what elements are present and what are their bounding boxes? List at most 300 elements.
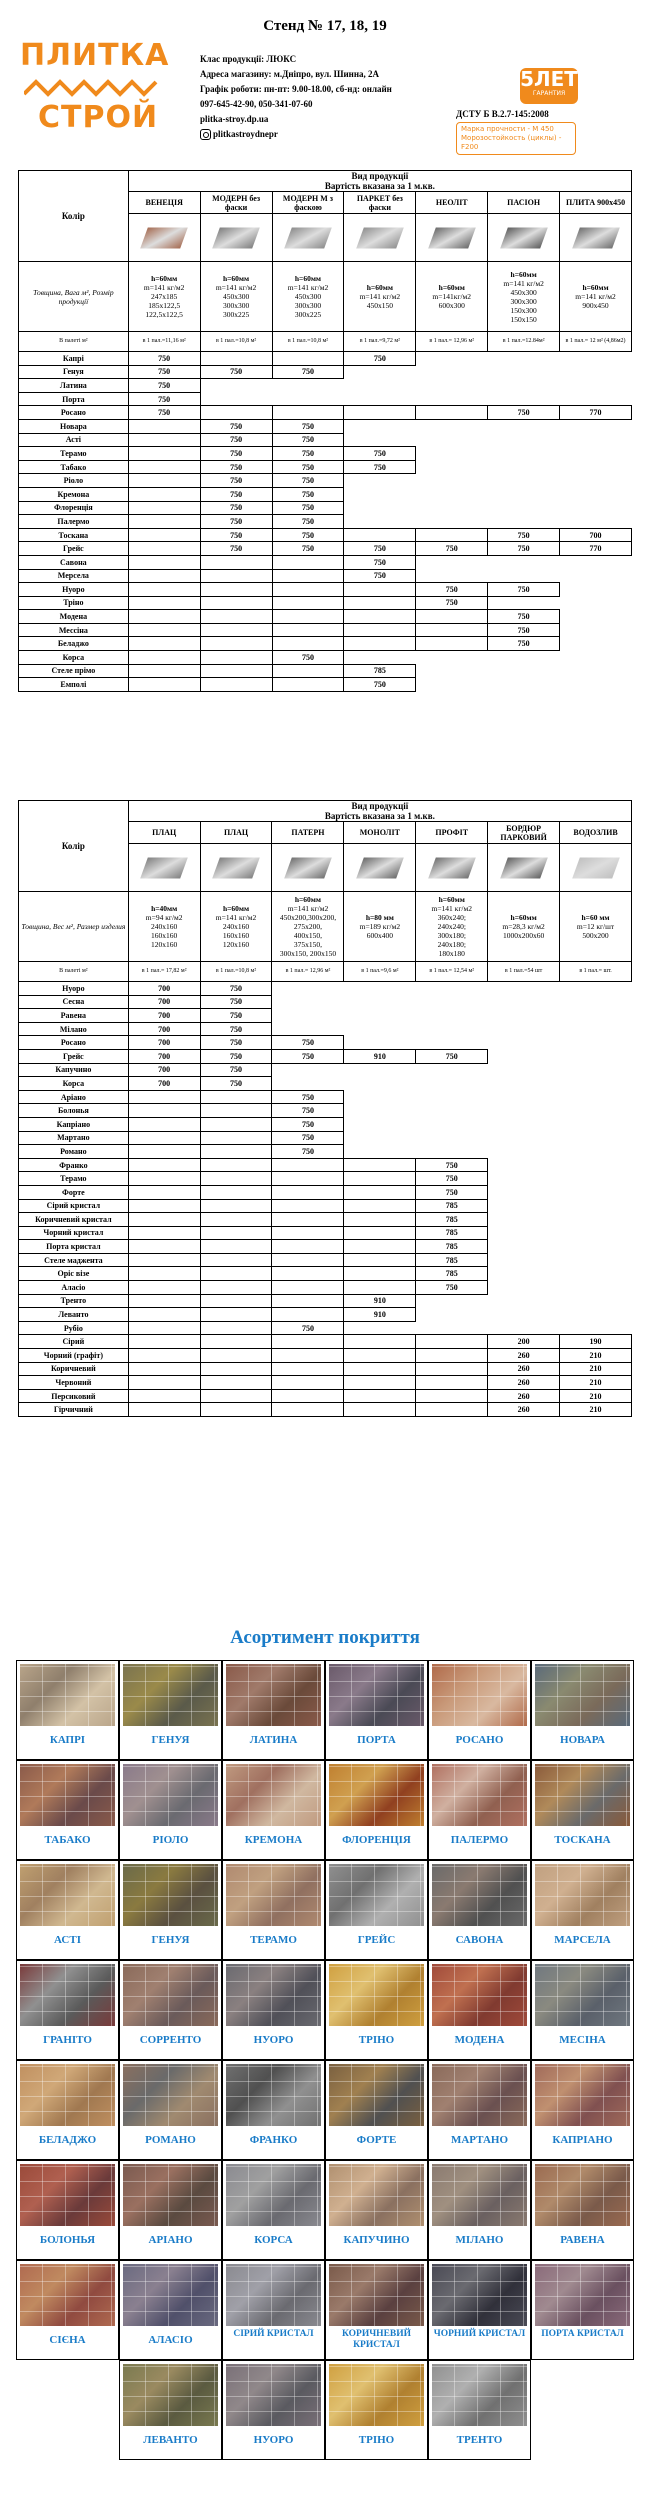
swatch-image[interactable]	[329, 2164, 424, 2226]
specs-label: Товщина, Вага м², Розмір продукції	[19, 262, 129, 332]
price-cell	[200, 1185, 272, 1199]
swatch-card[interactable]	[428, 2260, 531, 2360]
empty-cell	[488, 1104, 560, 1118]
empty-cell	[416, 1294, 488, 1308]
price-table-2	[18, 800, 632, 1417]
empty-cell	[560, 1049, 632, 1063]
empty-cell	[560, 596, 632, 610]
empty-cell	[488, 392, 560, 406]
pack-cell: в 1 пал.=10,8 м²	[272, 332, 344, 352]
specs-cell	[128, 892, 200, 962]
swatch-card[interactable]	[222, 1660, 325, 1760]
spec-line: m=141 кг/м2	[503, 278, 544, 288]
empty-cell	[416, 460, 488, 474]
table-row	[19, 1131, 632, 1145]
guarantee-badge	[520, 68, 578, 104]
empty-cell	[488, 596, 560, 610]
swatch-card[interactable]	[119, 1960, 222, 2060]
price-cell	[128, 1335, 200, 1349]
price-cell	[128, 569, 200, 583]
swatch-card[interactable]	[428, 1760, 531, 1860]
swatch-card[interactable]	[428, 2360, 531, 2460]
swatch-image[interactable]	[226, 1764, 321, 1826]
color-name: Болонья	[19, 1104, 129, 1118]
swatch-card[interactable]	[325, 2360, 428, 2460]
pack-cell: в 1 пал.= шт.	[560, 962, 632, 982]
swatch-card[interactable]	[531, 2160, 634, 2260]
color-name: Савона	[19, 555, 129, 569]
color-name: Корса	[19, 651, 129, 665]
color-name: Коричневий кристал	[19, 1213, 129, 1227]
swatch-image[interactable]	[226, 2164, 321, 2226]
swatch-card[interactable]	[428, 1660, 531, 1760]
swatch-card[interactable]	[16, 1960, 119, 2060]
table-row	[19, 406, 632, 420]
swatch-image[interactable]	[20, 2164, 115, 2226]
swatch-label: МОДЕНА	[454, 2034, 505, 2046]
empty-cell	[344, 1131, 416, 1145]
price-cell: 190	[560, 1335, 632, 1349]
price-cell	[128, 651, 200, 665]
swatch-image[interactable]	[123, 1864, 218, 1926]
swatch-card[interactable]	[16, 1660, 119, 1760]
swatch-card[interactable]	[325, 2260, 428, 2360]
swatch-card[interactable]	[16, 1760, 119, 1860]
price-cell: 700	[128, 995, 200, 1009]
spec-line: 122,5х122,5	[145, 310, 183, 319]
spec-line: 150х150	[510, 314, 537, 324]
swatch-card[interactable]	[325, 2160, 428, 2260]
empty-cell	[344, 474, 416, 488]
swatch-image[interactable]	[226, 1864, 321, 1926]
swatch-card[interactable]	[16, 2160, 119, 2260]
swatch-image[interactable]	[329, 1964, 424, 2026]
swatch-image[interactable]	[123, 2064, 218, 2126]
column-name: ВЕНЕЦІЯ	[128, 192, 200, 214]
specs-cell	[560, 262, 632, 332]
empty-cell	[560, 1321, 632, 1335]
swatch-image[interactable]	[432, 2364, 527, 2426]
price-cell	[272, 623, 344, 637]
spec-line: 300х225	[294, 310, 322, 319]
empty-cell	[344, 1090, 416, 1104]
empty-cell	[488, 1185, 560, 1199]
empty-cell	[416, 678, 488, 692]
product-image-cell	[344, 844, 416, 892]
empty-cell	[560, 555, 632, 569]
color-name: Мілано	[19, 1022, 129, 1036]
price-cell: 750	[272, 515, 344, 529]
swatch-label: ТОСКАНА	[554, 1834, 611, 1846]
swatch-image[interactable]	[329, 1764, 424, 1826]
swatch-image[interactable]	[329, 2064, 424, 2126]
swatch-image[interactable]	[123, 2364, 218, 2426]
price-cell	[128, 542, 200, 556]
swatch-card[interactable]	[222, 2360, 325, 2460]
price-cell: 910	[344, 1049, 416, 1063]
swatch-card[interactable]	[428, 1960, 531, 2060]
swatch-card[interactable]	[325, 1660, 428, 1760]
spec-line: 300х300	[510, 296, 537, 306]
price-cell	[200, 583, 272, 597]
product-image-cell	[272, 844, 344, 892]
price-cell	[200, 1172, 272, 1186]
price-note: Вартість вказана за 1 м.кв.	[324, 181, 435, 191]
swatch-label: АСТІ	[54, 1934, 81, 1946]
swatch-image[interactable]	[329, 1864, 424, 1926]
empty-cell	[416, 1063, 488, 1077]
color-name: Сірий кристал	[19, 1199, 129, 1213]
price-cell	[128, 1158, 200, 1172]
table-row	[19, 678, 632, 692]
empty-cell	[488, 460, 560, 474]
header-row	[19, 171, 632, 192]
price-cell	[128, 1253, 200, 1267]
swatch-label: АРІАНО	[148, 2234, 193, 2246]
swatch-image[interactable]	[535, 2064, 630, 2126]
empty-cell	[560, 664, 632, 678]
column-name: ПАРКЕТ без фаски	[344, 192, 416, 214]
price-cell	[128, 1349, 200, 1363]
table-row	[19, 447, 632, 461]
swatch-image[interactable]	[535, 2164, 630, 2226]
empty-cell	[560, 1131, 632, 1145]
table-row	[19, 1308, 632, 1322]
price-cell: 910	[344, 1294, 416, 1308]
price-cell: 210	[560, 1403, 632, 1417]
info-line[interactable]: plitka-stroy.dp.ua	[200, 114, 269, 124]
swatch-card[interactable]	[16, 2260, 119, 2360]
price-cell	[128, 1199, 200, 1213]
swatch-image[interactable]	[432, 1664, 527, 1726]
swatch-label: НУОРО	[253, 2434, 294, 2446]
empty-cell	[344, 419, 416, 433]
swatch-image[interactable]	[226, 2364, 321, 2426]
color-name: Капучино	[19, 1063, 129, 1077]
color-name: Асті	[19, 433, 129, 447]
swatch-card[interactable]	[119, 2260, 222, 2360]
swatch-card[interactable]	[222, 1860, 325, 1960]
table-row	[19, 1090, 632, 1104]
pack-cell: в 1 пал.= 12 м² (4,86м2)	[560, 332, 632, 352]
spec-line: 275х200,	[293, 922, 323, 931]
empty-cell	[560, 447, 632, 461]
price-cell	[200, 637, 272, 651]
empty-cell	[560, 1213, 632, 1227]
price-cell	[200, 406, 272, 420]
price-cell	[344, 596, 416, 610]
swatch-image[interactable]	[226, 2264, 321, 2326]
swatch-label: КОРИЧНЕВИЙ КРИСТАЛ	[341, 2329, 412, 2350]
swatch-card[interactable]	[16, 2060, 119, 2160]
swatch-image[interactable]	[20, 1864, 115, 1926]
swatch-label: КОРСА	[254, 2234, 293, 2246]
spec-line: h=80 мм	[365, 913, 394, 922]
swatch-card[interactable]	[16, 1860, 119, 1960]
empty-cell	[416, 982, 488, 996]
swatch-card[interactable]	[428, 1860, 531, 1960]
empty-cell	[272, 1009, 344, 1023]
swatch-card[interactable]	[119, 1760, 222, 1860]
price-cell: 750	[488, 610, 560, 624]
swatch-image[interactable]	[123, 2164, 218, 2226]
swatch-image[interactable]	[226, 1664, 321, 1726]
empty-cell	[488, 487, 560, 501]
price-cell	[416, 406, 488, 420]
header-row	[19, 801, 632, 822]
swatch-label: РАВЕНА	[560, 2234, 605, 2246]
swatch-card[interactable]	[531, 1960, 634, 2060]
price-cell: 750	[272, 487, 344, 501]
color-name: Чорний (графіт)	[19, 1349, 129, 1363]
price-cell: 750	[416, 596, 488, 610]
swatch-image[interactable]	[123, 1764, 218, 1826]
price-cell: 785	[416, 1253, 488, 1267]
product-tile-image	[284, 228, 332, 249]
instagram-handle[interactable]: plitkastroydnepr	[213, 129, 278, 139]
price-cell	[200, 352, 272, 366]
empty-cell	[488, 1131, 560, 1145]
price-cell	[200, 1158, 272, 1172]
product-tile-image	[428, 858, 476, 879]
kolir-header: Колір	[19, 801, 129, 892]
price-cell	[272, 1199, 344, 1213]
swatch-image[interactable]	[535, 1764, 630, 1826]
spec-line: m=12 кг/шт	[576, 922, 615, 931]
swatch-card[interactable]	[428, 2160, 531, 2260]
table-row	[19, 637, 632, 651]
price-cell	[272, 1267, 344, 1281]
price-cell	[128, 1389, 200, 1403]
swatch-image[interactable]	[123, 2264, 218, 2326]
swatch-card[interactable]	[222, 2160, 325, 2260]
swatch-image[interactable]	[329, 2264, 424, 2326]
product-type-header	[128, 801, 631, 822]
vid-label: Вид продукції	[351, 171, 409, 181]
empty-cell	[560, 365, 632, 379]
empty-cell	[416, 1308, 488, 1322]
swatch-label: РОМАНО	[145, 2134, 196, 2146]
swatch-card[interactable]	[531, 2060, 634, 2160]
table-row	[19, 1009, 632, 1023]
color-name: Корса	[19, 1077, 129, 1091]
price-cell: 750	[416, 1185, 488, 1199]
table-row	[19, 610, 632, 624]
swatch-image[interactable]	[535, 1964, 630, 2026]
swatch-label: ТРІНО	[358, 2434, 395, 2446]
column-name: ПАТЕРН	[272, 822, 344, 844]
vid-label: Вид продукції	[351, 801, 409, 811]
price-cell	[200, 1240, 272, 1254]
color-name: Чорний кристал	[19, 1226, 129, 1240]
empty-cell	[416, 365, 488, 379]
swatch-label: НУОРО	[253, 2034, 294, 2046]
price-cell: 750	[272, 501, 344, 515]
swatch-card[interactable]	[531, 1660, 634, 1760]
price-cell: 785	[416, 1213, 488, 1227]
swatch-image[interactable]	[535, 1664, 630, 1726]
empty-cell	[344, 1009, 416, 1023]
product-image-cell	[344, 214, 416, 262]
swatch-image[interactable]	[432, 2164, 527, 2226]
swatch-image[interactable]	[226, 1964, 321, 2026]
price-cell	[272, 1213, 344, 1227]
swatch-card[interactable]	[119, 2360, 222, 2460]
empty-cell	[560, 379, 632, 393]
price-cell: 750	[128, 392, 200, 406]
table-row	[19, 623, 632, 637]
price-cell: 700	[560, 528, 632, 542]
spec-line: m=141 кг/м2	[143, 283, 185, 292]
empty-cell	[488, 1308, 560, 1322]
product-tile-image	[572, 858, 620, 879]
swatch-image[interactable]	[20, 1764, 115, 1826]
empty-cell	[416, 1036, 488, 1050]
swatch-image[interactable]	[432, 2064, 527, 2126]
price-cell	[200, 1281, 272, 1295]
empty-cell	[344, 501, 416, 515]
empty-cell	[560, 623, 632, 637]
color-name: Аласіо	[19, 1281, 129, 1295]
swatch-image[interactable]	[123, 1964, 218, 2026]
swatch-card[interactable]	[119, 2160, 222, 2260]
swatch-image[interactable]	[432, 2264, 527, 2326]
swatch-card[interactable]	[325, 1860, 428, 1960]
color-name: Рубіо	[19, 1321, 129, 1335]
swatch-label: ПОРТА	[357, 1734, 396, 1746]
page-header	[0, 0, 650, 165]
empty-cell	[488, 982, 560, 996]
product-tile-image	[356, 858, 404, 879]
price-cell	[200, 1294, 272, 1308]
swatch-image[interactable]	[226, 2064, 321, 2126]
price-cell	[344, 528, 416, 542]
color-name: Мессіна	[19, 623, 129, 637]
swatch-image[interactable]	[329, 1664, 424, 1726]
quality-line: Морозостойкость (циклы) - F200	[461, 134, 562, 151]
quality-box	[456, 122, 576, 155]
swatch-card[interactable]	[119, 1860, 222, 1960]
product-tile-image	[428, 228, 476, 249]
swatch-card[interactable]	[325, 1760, 428, 1860]
price-cell: 750	[344, 555, 416, 569]
swatch-image[interactable]	[535, 2264, 630, 2326]
price-cell: 700	[128, 1063, 200, 1077]
table-row	[19, 1117, 632, 1131]
specs-label: Товщина, Вес м², Размер изделия	[19, 892, 129, 962]
table-row	[19, 460, 632, 474]
swatch-image[interactable]	[20, 2064, 115, 2126]
swatch-image[interactable]	[123, 1664, 218, 1726]
spec-line: 300х150, 200х150	[279, 949, 337, 958]
swatch-image[interactable]	[432, 1764, 527, 1826]
product-tile-image	[212, 228, 260, 249]
empty-cell	[416, 1022, 488, 1036]
price-cell	[344, 1389, 416, 1403]
color-name: Грейс	[19, 542, 129, 556]
price-cell	[272, 1335, 344, 1349]
swatch-label: БЕЛАДЖО	[38, 2134, 97, 2146]
swatch-label: ТРІНО	[358, 2034, 395, 2046]
empty-cell	[272, 982, 344, 996]
swatch-label: МАРСЕЛА	[554, 1934, 611, 1946]
price-cell: 750	[200, 1036, 272, 1050]
price-cell: 750	[272, 528, 344, 542]
product-image-cell	[128, 214, 200, 262]
swatch-label: БОЛОНЬЯ	[39, 2234, 96, 2246]
specs-cell	[416, 892, 488, 962]
empty-cell	[416, 569, 488, 583]
color-name: Сірий	[19, 1335, 129, 1349]
empty-cell	[416, 419, 488, 433]
swatch-card[interactable]	[222, 2060, 325, 2160]
empty-cell	[488, 1226, 560, 1240]
swatch-label: НОВАРА	[560, 1734, 605, 1746]
spec-line: m=141 кг/м2	[359, 292, 401, 301]
price-cell	[344, 623, 416, 637]
swatch-image[interactable]	[20, 1664, 115, 1726]
price-cell	[128, 1131, 200, 1145]
empty-cell	[560, 515, 632, 529]
swatch-image[interactable]	[20, 2264, 115, 2326]
swatch-card[interactable]	[531, 1860, 634, 1960]
empty-cell	[488, 379, 560, 393]
swatch-card[interactable]	[325, 1960, 428, 2060]
specs-cell	[200, 262, 272, 332]
price-cell	[272, 406, 344, 420]
swatch-label: ФОРТЕ	[356, 2134, 397, 2146]
swatch-card[interactable]	[222, 2260, 325, 2360]
swatch-card[interactable]	[428, 2060, 531, 2160]
swatch-card[interactable]	[531, 1760, 634, 1860]
empty-cell	[488, 501, 560, 515]
color-name: Франко	[19, 1158, 129, 1172]
swatch-card[interactable]	[119, 2060, 222, 2160]
color-name: Сесна	[19, 995, 129, 1009]
swatch-card[interactable]	[222, 1960, 325, 2060]
color-name: Нуоро	[19, 982, 129, 996]
swatch-card[interactable]	[325, 2060, 428, 2160]
empty-cell	[488, 678, 560, 692]
color-name: Капрі	[19, 352, 129, 366]
spec-line: 1000х200х60	[502, 931, 545, 940]
color-name: Росано	[19, 1036, 129, 1050]
swatch-image[interactable]	[432, 1964, 527, 2026]
swatch-image[interactable]	[432, 1864, 527, 1926]
price-cell: 750	[488, 623, 560, 637]
empty-cell	[560, 1090, 632, 1104]
swatch-image[interactable]	[535, 1864, 630, 1926]
empty-cell	[416, 433, 488, 447]
color-name: Латина	[19, 379, 129, 393]
swatch-label: ЛЕВАНТО	[143, 2434, 198, 2446]
swatch-image[interactable]	[20, 1964, 115, 2026]
color-name: Генуя	[19, 365, 129, 379]
swatch-card[interactable]	[119, 1660, 222, 1760]
empty-cell	[416, 664, 488, 678]
swatch-card[interactable]	[531, 2260, 634, 2360]
swatch-image[interactable]	[329, 2364, 424, 2426]
empty-cell	[560, 1308, 632, 1322]
pack-row	[19, 962, 632, 982]
table-row	[19, 1213, 632, 1227]
spec-line: h=60мм	[582, 283, 609, 292]
empty-cell	[560, 583, 632, 597]
empty-cell	[488, 1090, 560, 1104]
price-cell: 785	[416, 1267, 488, 1281]
swatch-card[interactable]	[222, 1760, 325, 1860]
price-cell: 260	[488, 1389, 560, 1403]
